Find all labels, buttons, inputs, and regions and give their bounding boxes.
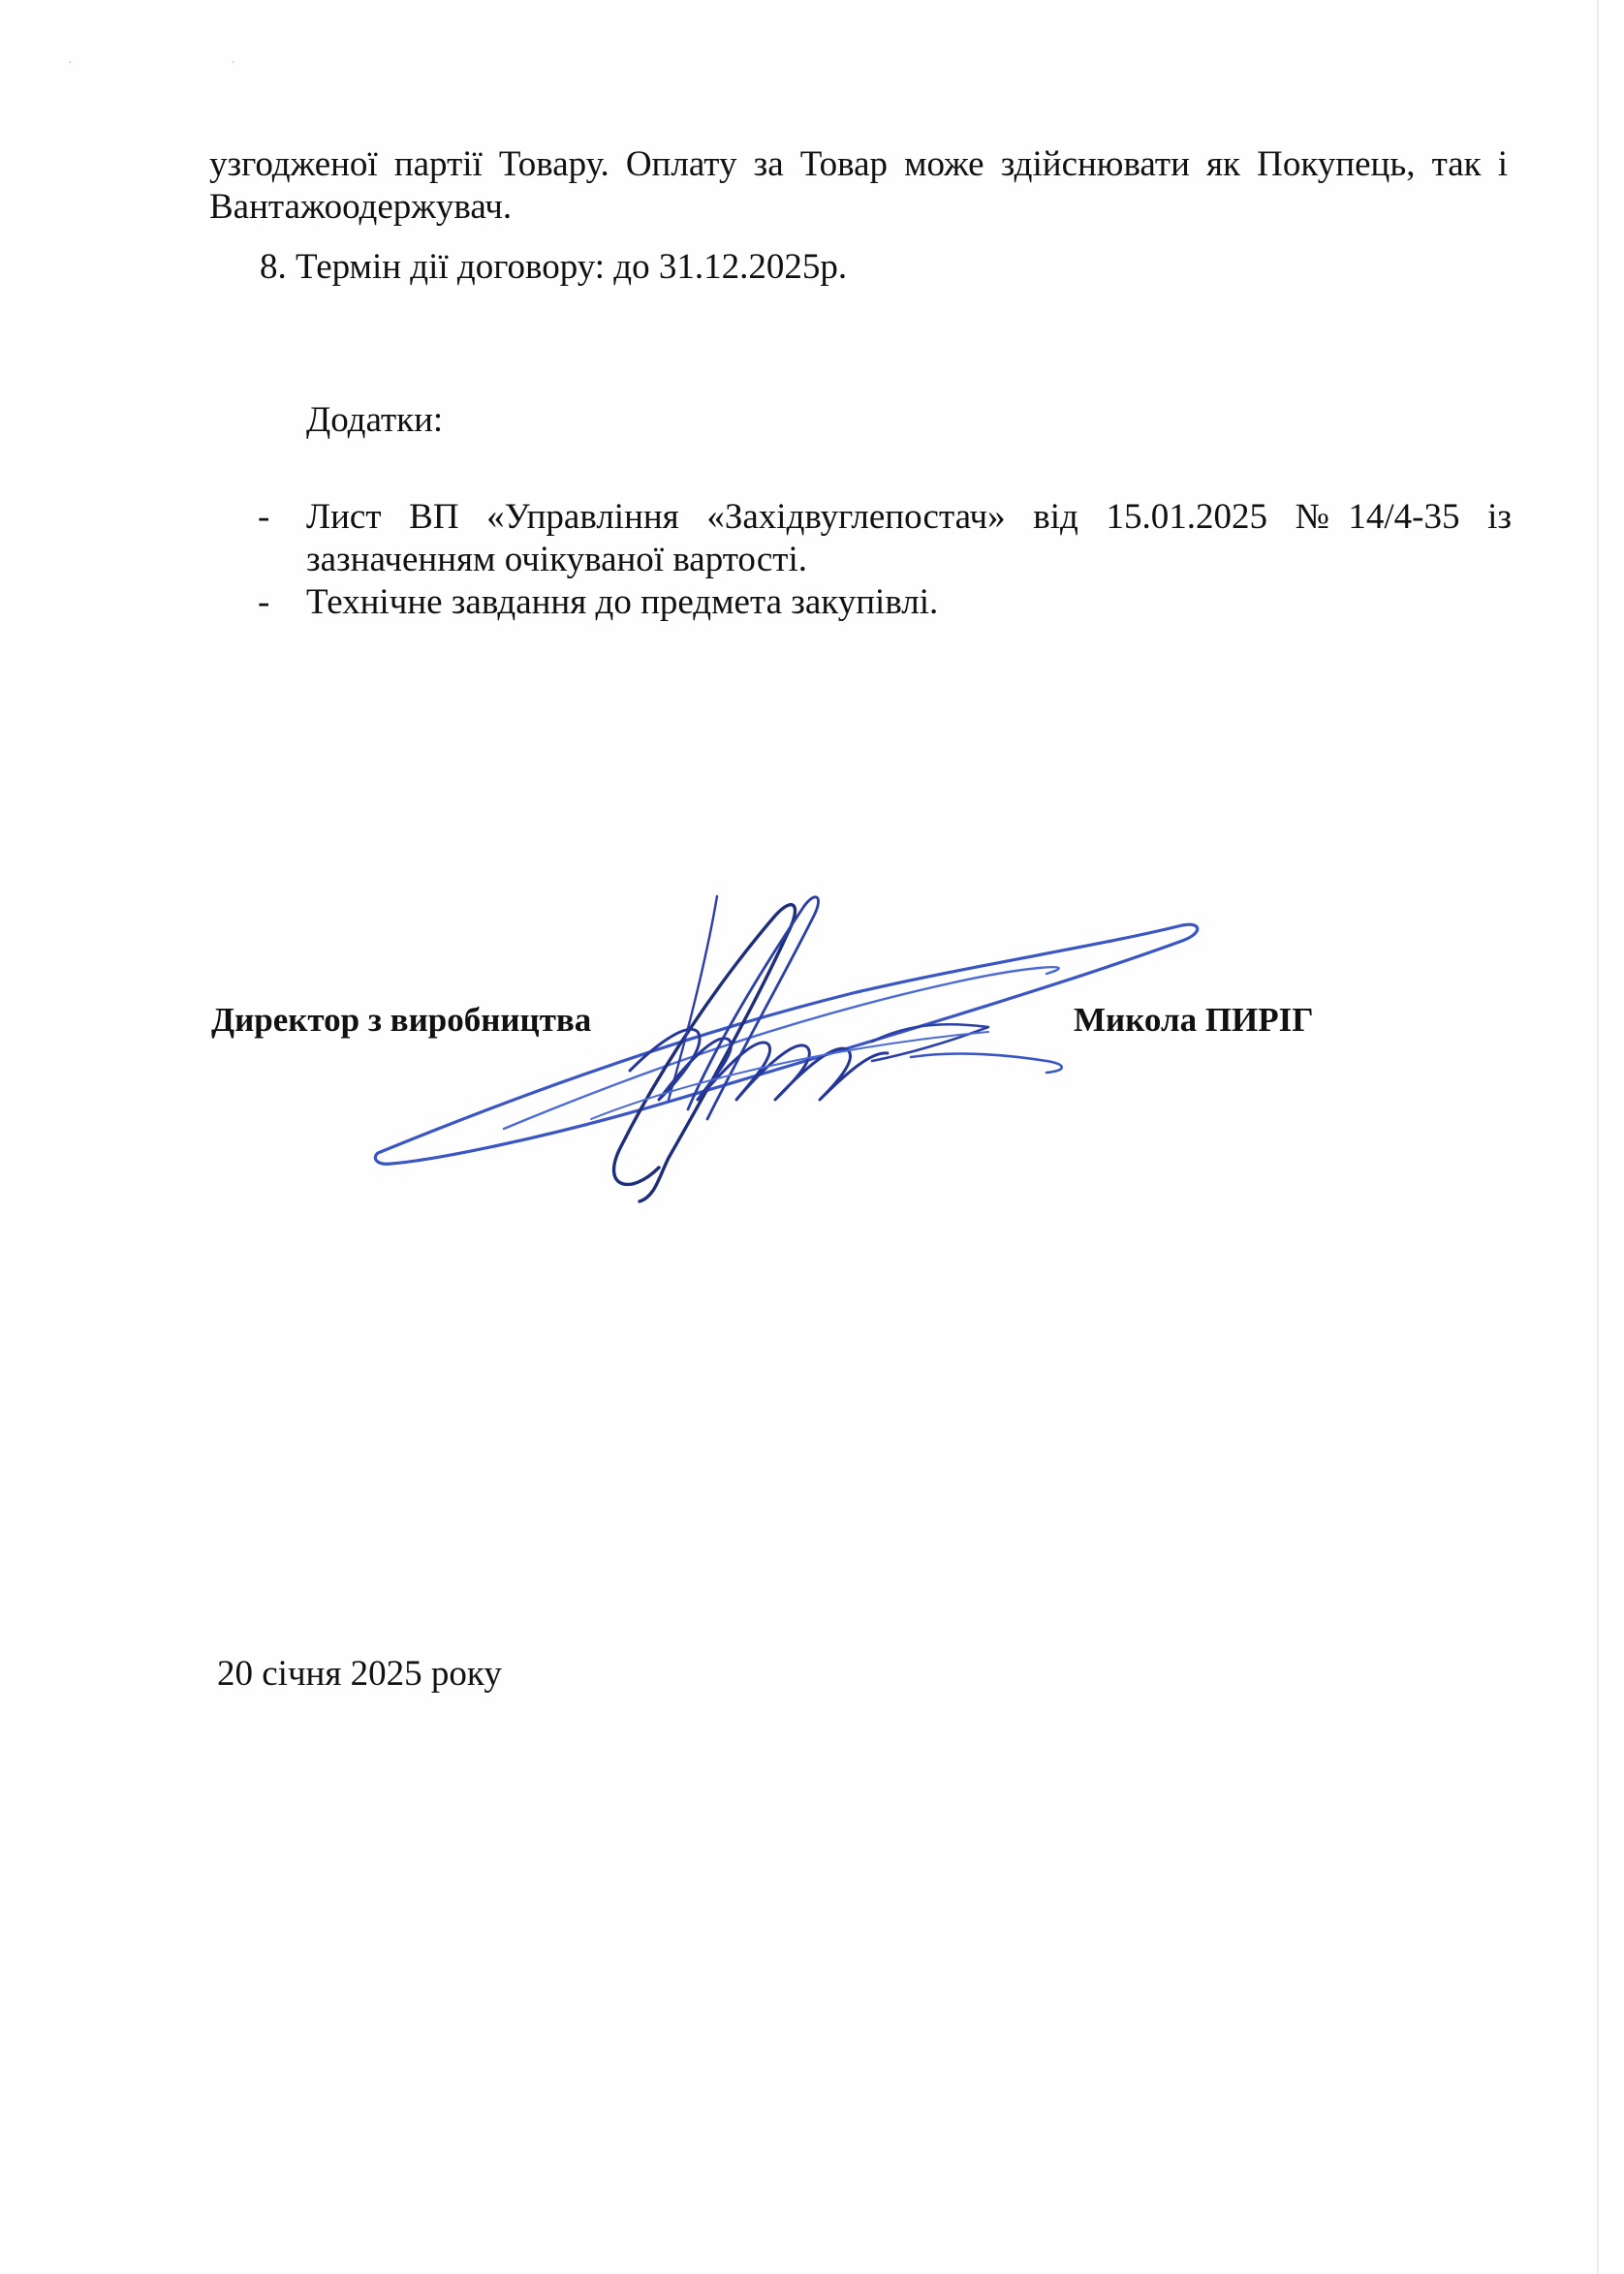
signature-stroke [504,967,1059,1129]
list-item [252,496,1512,581]
scan-edge [1597,0,1599,2274]
signatory-position: Директор з виробництва [211,1001,592,1039]
attachments-title: Додатки: [306,400,444,440]
paragraph-line-1: узгодженої партії Товару. Оплату за Товар може здійснювати як Покупець, так і [209,144,1508,184]
handwritten-signature [368,877,1221,1211]
list-dash: - [258,497,270,537]
list-item [252,581,1512,624]
signature-stroke [911,1054,1062,1073]
signatory-name: Микола ПИРІГ [1074,1001,1314,1039]
list-item-line-1: Лист ВП «Управління «Західвуглепостач» від 15.01.2025 №14/4-35 із [306,497,1512,537]
paragraph-line-2: Вантажоодержувач. [209,187,513,227]
list-item-line-2: зазначенням очікуваної вартості. [306,540,807,579]
paragraph-continuation [209,143,1508,229]
contract-term-item: 8. Термін дії договору: до 31.12.2025р. [260,247,848,287]
attachments-list [252,496,1512,624]
list-item-line-1: Технічне завдання до предмета закупівлі. [306,582,939,622]
document-date: 20 січня 2025 року [217,1654,502,1694]
scan-specks: · · [68,56,313,71]
list-dash: - [258,582,270,622]
signature-stroke [375,924,1197,1164]
